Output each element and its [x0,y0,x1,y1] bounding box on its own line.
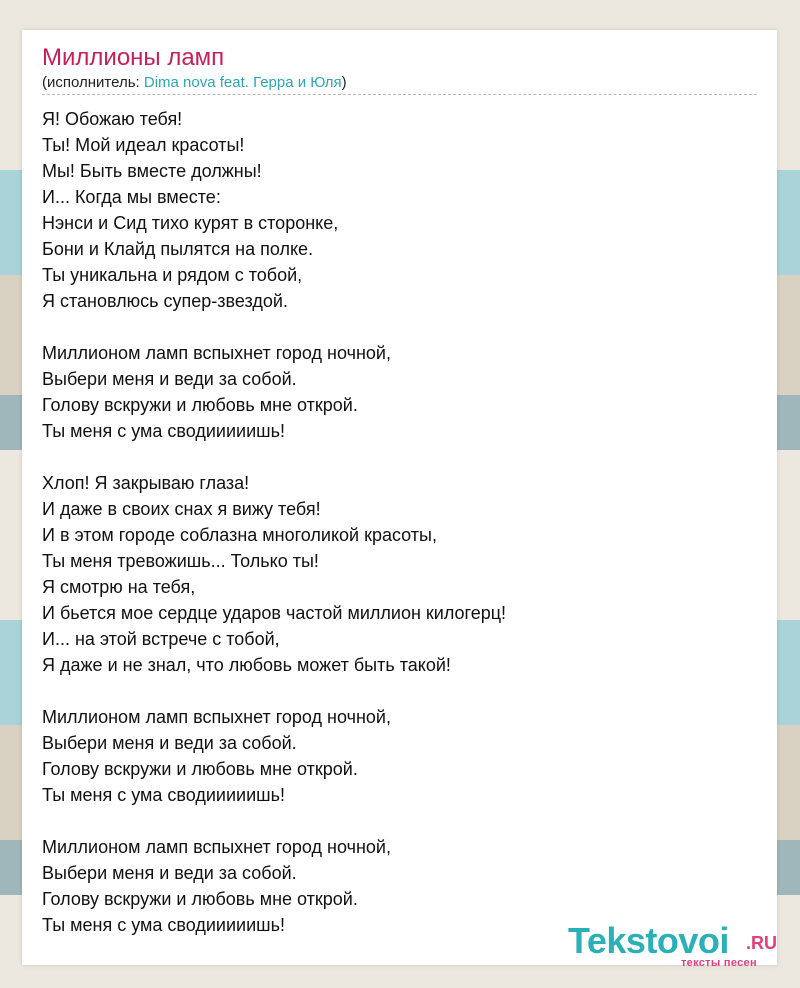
song-title: Миллионы ламп [42,44,225,71]
lyric-line: Выбери меня и веди за собой. [42,863,297,883]
lyric-line: И в этом городе соблазна многоликой красоты, [42,525,437,545]
lyric-line: Бони и Клайд пылятся на полке. [42,239,314,259]
stanza [42,106,762,314]
stanza [42,340,762,444]
lyric-line: Голову вскружи и любовь мне открой. [42,395,358,415]
lyric-line: И даже в своих снах я вижу тебя! [42,499,321,519]
lyric-line: И... Когда мы вместе: [42,187,221,207]
logo-brand: Tekstovoi [568,920,729,961]
logo-tld: .RU [746,933,777,953]
lyric-line: И... на этой встрече с тобой, [42,629,280,649]
lyric-line: Миллионом ламп вспыхнет город ночной, [42,707,391,727]
lyric-line: Я! Обожаю тебя! [42,109,183,129]
artist-line [42,74,757,95]
lyric-line: Голову вскружи и любовь мне открой. [42,759,358,779]
lyric-line: Ты меня с ума сводииииишь! [42,915,285,935]
lyric-line: Ты меня тревожишь... Только ты! [42,551,319,571]
lyric-line: Выбери меня и веди за собой. [42,369,297,389]
lyric-line: Выбери меня и веди за собой. [42,733,297,753]
lyric-line: Мы! Быть вместе должны! [42,161,262,181]
lyric-line: Ты меня с ума сводииииишь! [42,421,285,441]
lyrics-body [42,106,762,964]
lyric-line: Ты меня с ума сводииииишь! [42,785,285,805]
lyric-line: Я смотрю на тебя, [42,577,196,597]
stanza [42,470,762,678]
lyric-line: И бьется мое сердце ударов частой миллион килогерц! [42,603,507,623]
logo-tagline: тексты песен [681,957,757,969]
lyric-line: Я даже и не знал, что любовь может быть такой! [42,655,451,675]
lyric-line: Я становлюсь супер-звездой. [42,291,288,311]
site-logo[interactable] [568,920,778,970]
artist-prefix: (исполнитель: [42,74,144,91]
lyric-line: Хлоп! Я закрываю глаза! [42,473,250,493]
lyric-line: Нэнси и Сид тихо курят в сторонке, [42,213,339,233]
lyric-line: Ты уникальна и рядом с тобой, [42,265,303,285]
lyric-line: Голову вскружи и любовь мне открой. [42,889,358,909]
artist-suffix: ) [341,74,347,91]
lyrics-card [22,30,777,969]
lyric-line: Миллионом ламп вспыхнет город ночной, [42,837,391,857]
lyric-line: Ты! Мой идеал красоты! [42,135,245,155]
artist-link[interactable]: Dima nova feat. Герра и Юля [143,74,342,91]
lyric-line: Миллионом ламп вспыхнет город ночной, [42,343,391,363]
stanza [42,704,762,808]
